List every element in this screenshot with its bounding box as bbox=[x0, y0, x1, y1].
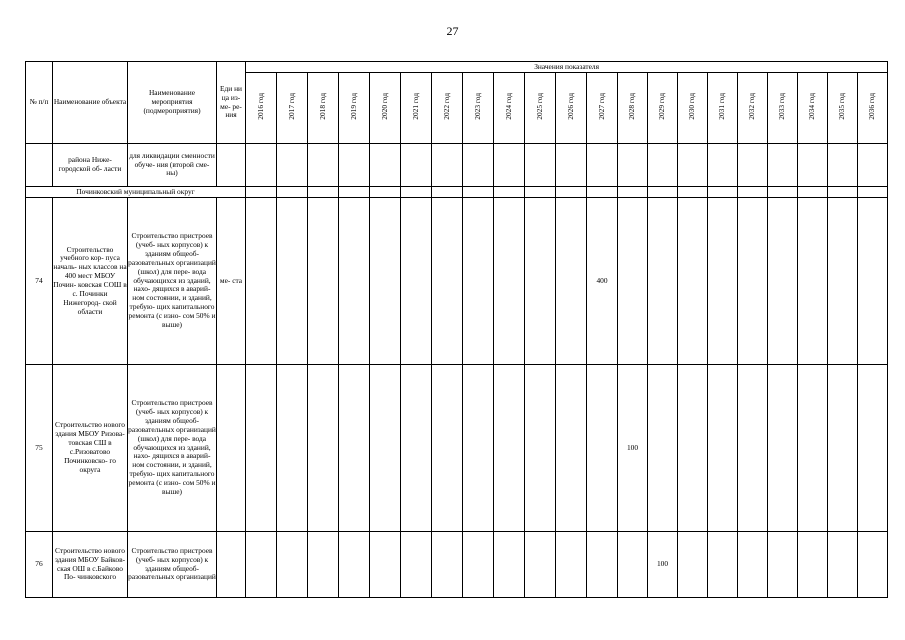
table-row-continuation bbox=[26, 144, 888, 187]
row-object: Строительство учебного кор- пуса началь- ных классов на 400 мест МБОУ Почин- ковская СОШ в с. Починки Нижегород- ской области bbox=[53, 198, 128, 365]
header-year: 2030 год bbox=[678, 73, 708, 144]
row-measure: Строительство пристроев (учеб- ных корпусов) к зданиям общеоб- разовательных организаций (школ) для пере- вода обучающихся из зданий, нахо- дящихся в аварий- ном состоянии, и зданий, требую- щих капитального ремонта (с изно- сом 50% и выше) bbox=[128, 198, 217, 365]
header-year: 2027 год bbox=[587, 73, 618, 144]
header-measure: Наименование мероприятия (подмероприятия) bbox=[128, 62, 217, 144]
row-number: 76 bbox=[26, 532, 53, 598]
header-year: 2017 год bbox=[277, 73, 308, 144]
header-object: Наименование объекта bbox=[53, 62, 128, 144]
row-unit bbox=[217, 365, 246, 532]
row-number: 75 bbox=[26, 365, 53, 532]
header-year: 2022 год bbox=[432, 73, 463, 144]
row-measure: Строительство пристроев (учеб- ных корпусов) к зданиям общеоб- разовательных организаций (школ) для пере- вода обучающихся из зданий, нахо- дящихся в аварий- ном состоянии, и зданий, требую- щих капитального ремонта (с изно- сом 50% и выше) bbox=[128, 365, 217, 532]
header-year: 2023 год bbox=[463, 73, 494, 144]
header-year: 2018 год bbox=[308, 73, 339, 144]
header-year: 2026 год bbox=[556, 73, 587, 144]
header-year: 2033 год bbox=[768, 73, 798, 144]
header-year: 2036 год bbox=[858, 73, 888, 144]
header-year: 2019 год bbox=[339, 73, 370, 144]
header-year: 2021 год bbox=[401, 73, 432, 144]
header-number: № п/п bbox=[26, 62, 53, 144]
header-values: Значения показателя bbox=[246, 62, 888, 73]
row-object: района Ниже- городской об- ласти bbox=[53, 144, 128, 187]
row-object: Строительство нового здания МБОУ Ризова- товская СШ в с.Ризоватово Починковско- го округа bbox=[53, 365, 128, 532]
row-number bbox=[26, 144, 53, 187]
row-unit bbox=[217, 532, 246, 598]
header-year: 2024 год bbox=[494, 73, 525, 144]
header-unit: Еди ни ца из- ме- ре- ния bbox=[217, 62, 246, 144]
row-value-2029: 100 bbox=[648, 532, 678, 598]
row-measure: для ликвидации сменности обуче- ния (второй сме- ны) bbox=[128, 144, 217, 187]
indicator-table bbox=[25, 61, 888, 598]
header-year: 2031 год bbox=[708, 73, 738, 144]
row-unit: ме- ста bbox=[217, 198, 246, 365]
section-title: Починковский муниципальный округ bbox=[26, 187, 246, 198]
header-year: 2029 год bbox=[648, 73, 678, 144]
header-year: 2032 год bbox=[738, 73, 768, 144]
header-year: 2016 год bbox=[246, 73, 277, 144]
row-value-2028: 100 bbox=[618, 365, 648, 532]
row-measure: Строительство пристроев (учеб- ных корпусов) к зданиям общеоб- разовательных организаций bbox=[128, 532, 217, 598]
table-row bbox=[26, 198, 888, 365]
section-row bbox=[26, 187, 888, 198]
header-year: 2035 год bbox=[828, 73, 858, 144]
table-row bbox=[26, 365, 888, 532]
row-object: Строительство нового здания МБОУ Байков- ская ОШ в с.Байково По- чинковского bbox=[53, 532, 128, 598]
header-year: 2034 год bbox=[798, 73, 828, 144]
table-row bbox=[26, 532, 888, 598]
header-year: 2028 год bbox=[618, 73, 648, 144]
header-year: 2020 год bbox=[370, 73, 401, 144]
row-unit bbox=[217, 144, 246, 187]
row-number: 74 bbox=[26, 198, 53, 365]
row-value-2027: 400 bbox=[587, 198, 618, 365]
page-number: 27 bbox=[446, 24, 459, 38]
header-year: 2025 год bbox=[525, 73, 556, 144]
